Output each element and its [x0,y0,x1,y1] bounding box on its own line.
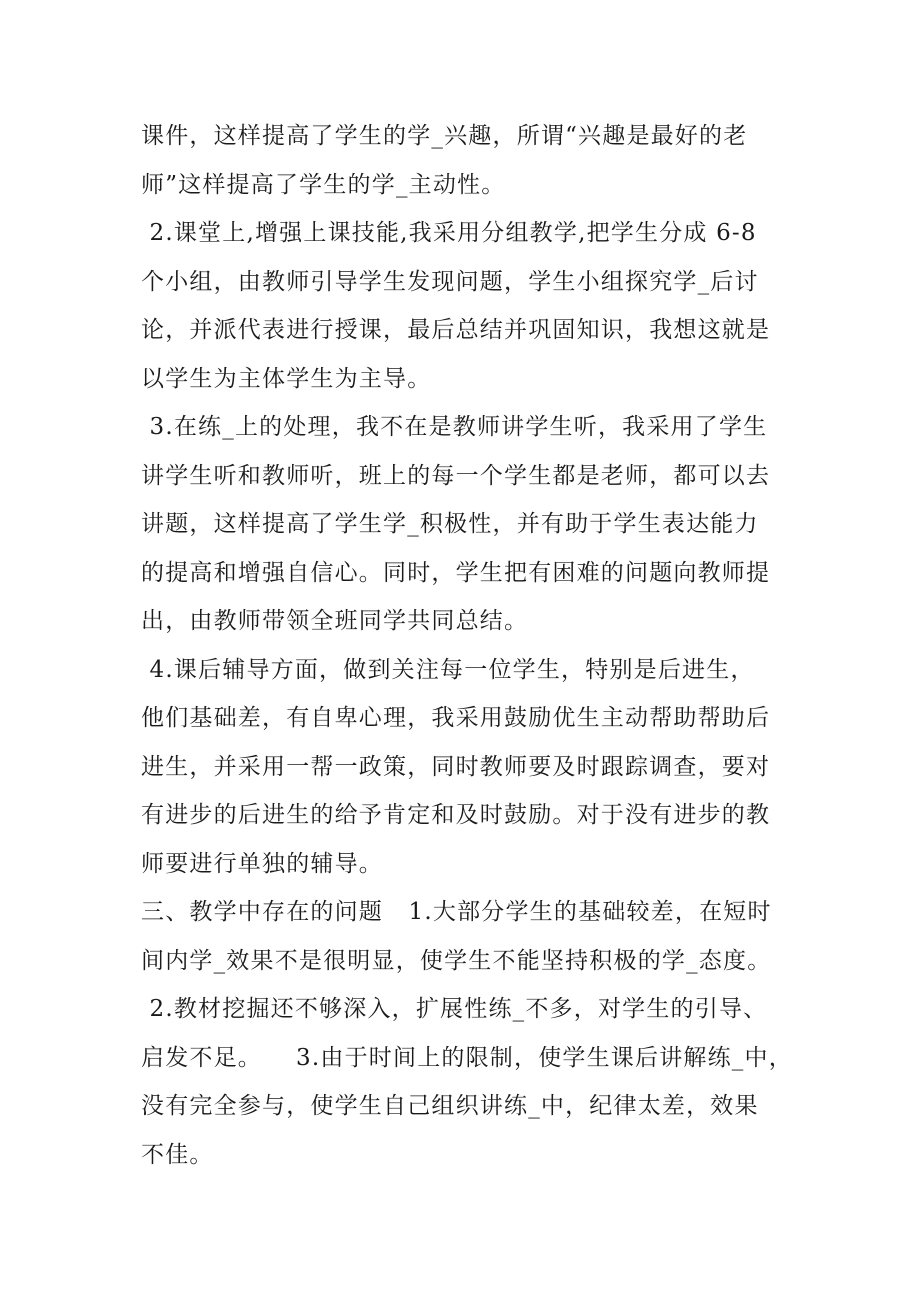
text-line: 以学生为主体学生为主导。 [141,365,432,392]
text-line: 论，并派代表进行授课，最后总结并巩固知识，我想这就是 [141,317,771,343]
text-line: 4.课后辅导方面，做到关注每一位学生，特别是后进生， [141,656,755,683]
text-line: 进生，并采用一帮一政策，同时教师要及时跟踪调查，要对 [141,753,771,780]
text-line: 2.教材挖掘还不够深入，扩展性练_不多，对学生的引导、 [141,996,768,1022]
text-line: 间内学_效果不是很明显，使学生不能坚持积极的学_态度。 [141,947,772,974]
text-line: 出，由教师带领全班同学共同总结。 [141,608,529,634]
text-line: 没有完全参与，使学生自己组织讲练_中，纪律太差，效果 [141,1093,759,1119]
text-line: 师”这样提高了学生的学_主动性。 [141,171,506,198]
text-line: 有进步的后进生的给予肯定和及时鼓励。对于没有进步的教 [141,802,771,828]
text-line: 个小组，由教师引导学生发现问题，学生小组探究学_后讨 [141,268,759,295]
text-line: 2.课堂上,增强上课技能,我采用分组教学,把学生分成 6-8 [141,220,757,246]
text-line: 讲题，这样提高了学生学_积极性，并有助于学生表达能力 [141,511,759,537]
section-heading-line: 三、教学中存在的问题 1.大部分学生的基础较差，在短时 [141,899,772,925]
text-line: 3.在练_上的处理，我不在是教师讲学生听，我采用了学生 [141,414,768,440]
text-line: 的提高和增强自信心。同时，学生把有困难的问题向教师提 [141,559,771,586]
document-body [141,112,811,1179]
text-line: 师要进行单独的辅导。 [141,850,383,877]
text-line: 讲学生听和教师听，班上的每一个学生都是老师，都可以去 [141,462,771,489]
text-line: 不佳。 [141,1141,214,1168]
text-line: 启发不足。 3.由于时间上的限制，使学生课后讲解练_中， [141,1044,793,1071]
text-line: 课件，这样提高了学生的学_兴趣，所谓“兴趣是最好的老 [141,123,748,149]
text-line: 他们基础差，有自卑心理，我采用鼓励优生主动帮助帮助后 [141,705,771,731]
